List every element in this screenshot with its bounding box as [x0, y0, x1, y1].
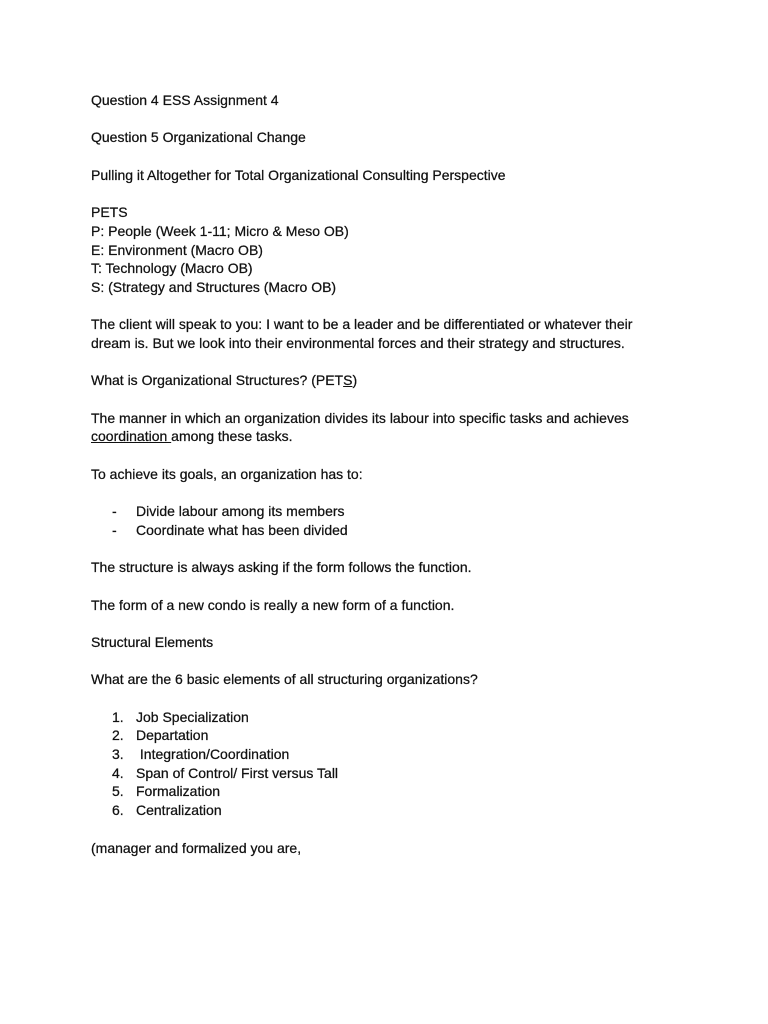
org-structures-question-s: S — [343, 372, 353, 389]
pets-people: P: People (Week 1-11; Micro & Meso OB) — [91, 222, 349, 239]
list-item — [91, 708, 711, 727]
org-structures-question — [91, 371, 711, 390]
number-marker: 5. — [112, 783, 124, 800]
client-paragraph-line-1: The client will speak to you: I want to be a leader and be differentiated or whatever their — [91, 316, 633, 333]
element-text: Departation — [136, 727, 209, 744]
number-marker: 1. — [112, 708, 124, 725]
list-item — [91, 764, 711, 783]
bullet-text: Coordinate what has been divided — [136, 521, 348, 538]
list-item — [91, 782, 711, 801]
heading-pulling-together: Pulling it Altogether for Total Organizational Consulting Perspective — [91, 166, 506, 183]
list-item — [91, 502, 711, 521]
element-text: Formalization — [136, 783, 221, 800]
element-text: Job Specialization — [136, 708, 249, 725]
heading-question-5: Question 5 Organizational Change — [91, 129, 306, 146]
bullet-text: Divide labour among its members — [136, 503, 345, 520]
list-item — [91, 745, 711, 764]
manner-paragraph-line-2 — [91, 427, 711, 446]
structural-elements-heading: Structural Elements — [91, 633, 214, 650]
manner-paragraph-rest: among these tasks. — [171, 428, 293, 445]
heading-question-4: Question 4 ESS Assignment 4 — [91, 92, 279, 108]
coordination-underlined: coordination — [91, 428, 172, 445]
pets-strategy: S: (Strategy and Structures (Macro OB) — [91, 278, 337, 295]
pets-title: PETS — [91, 204, 128, 221]
org-structures-question-close: ) — [352, 372, 358, 389]
list-item — [91, 801, 711, 820]
list-item — [91, 726, 711, 745]
numbered-list — [91, 708, 711, 820]
six-elements-question: What are the 6 basic elements of all structuring organizations? — [91, 671, 478, 688]
number-marker: 4. — [112, 764, 124, 781]
number-marker: 6. — [112, 802, 124, 819]
number-marker: 2. — [112, 727, 124, 744]
element-text: Span of Control/ First versus Tall — [136, 764, 339, 781]
manager-formalized-line: (manager and formalized you are, — [91, 839, 302, 856]
list-item — [91, 521, 711, 540]
bullet-marker: - — [112, 503, 117, 520]
element-text: Centralization — [136, 802, 222, 819]
manner-paragraph-line-1: The manner in which an organization divides its labour into specific tasks and achieves — [91, 409, 629, 426]
org-structures-question-text: What is Organizational Structures? (PET — [91, 372, 344, 389]
number-marker: 3. — [112, 746, 124, 763]
client-paragraph-line-2: dream is. But we look into their environmental forces and their strategy and structures. — [91, 334, 625, 351]
pets-environment: E: Environment (Macro OB) — [91, 241, 263, 258]
structure-asking-line: The structure is always asking if the form follows the function. — [91, 559, 472, 576]
element-text: Integration/Coordination — [136, 746, 290, 763]
condo-line: The form of a new condo is really a new form of a function. — [91, 596, 455, 613]
achieve-goals-intro: To achieve its goals, an organization has to: — [91, 465, 363, 482]
bullet-marker: - — [112, 521, 117, 538]
bullet-list — [91, 502, 711, 539]
document-page — [91, 91, 711, 857]
pets-technology: T: Technology (Macro OB) — [91, 260, 253, 277]
